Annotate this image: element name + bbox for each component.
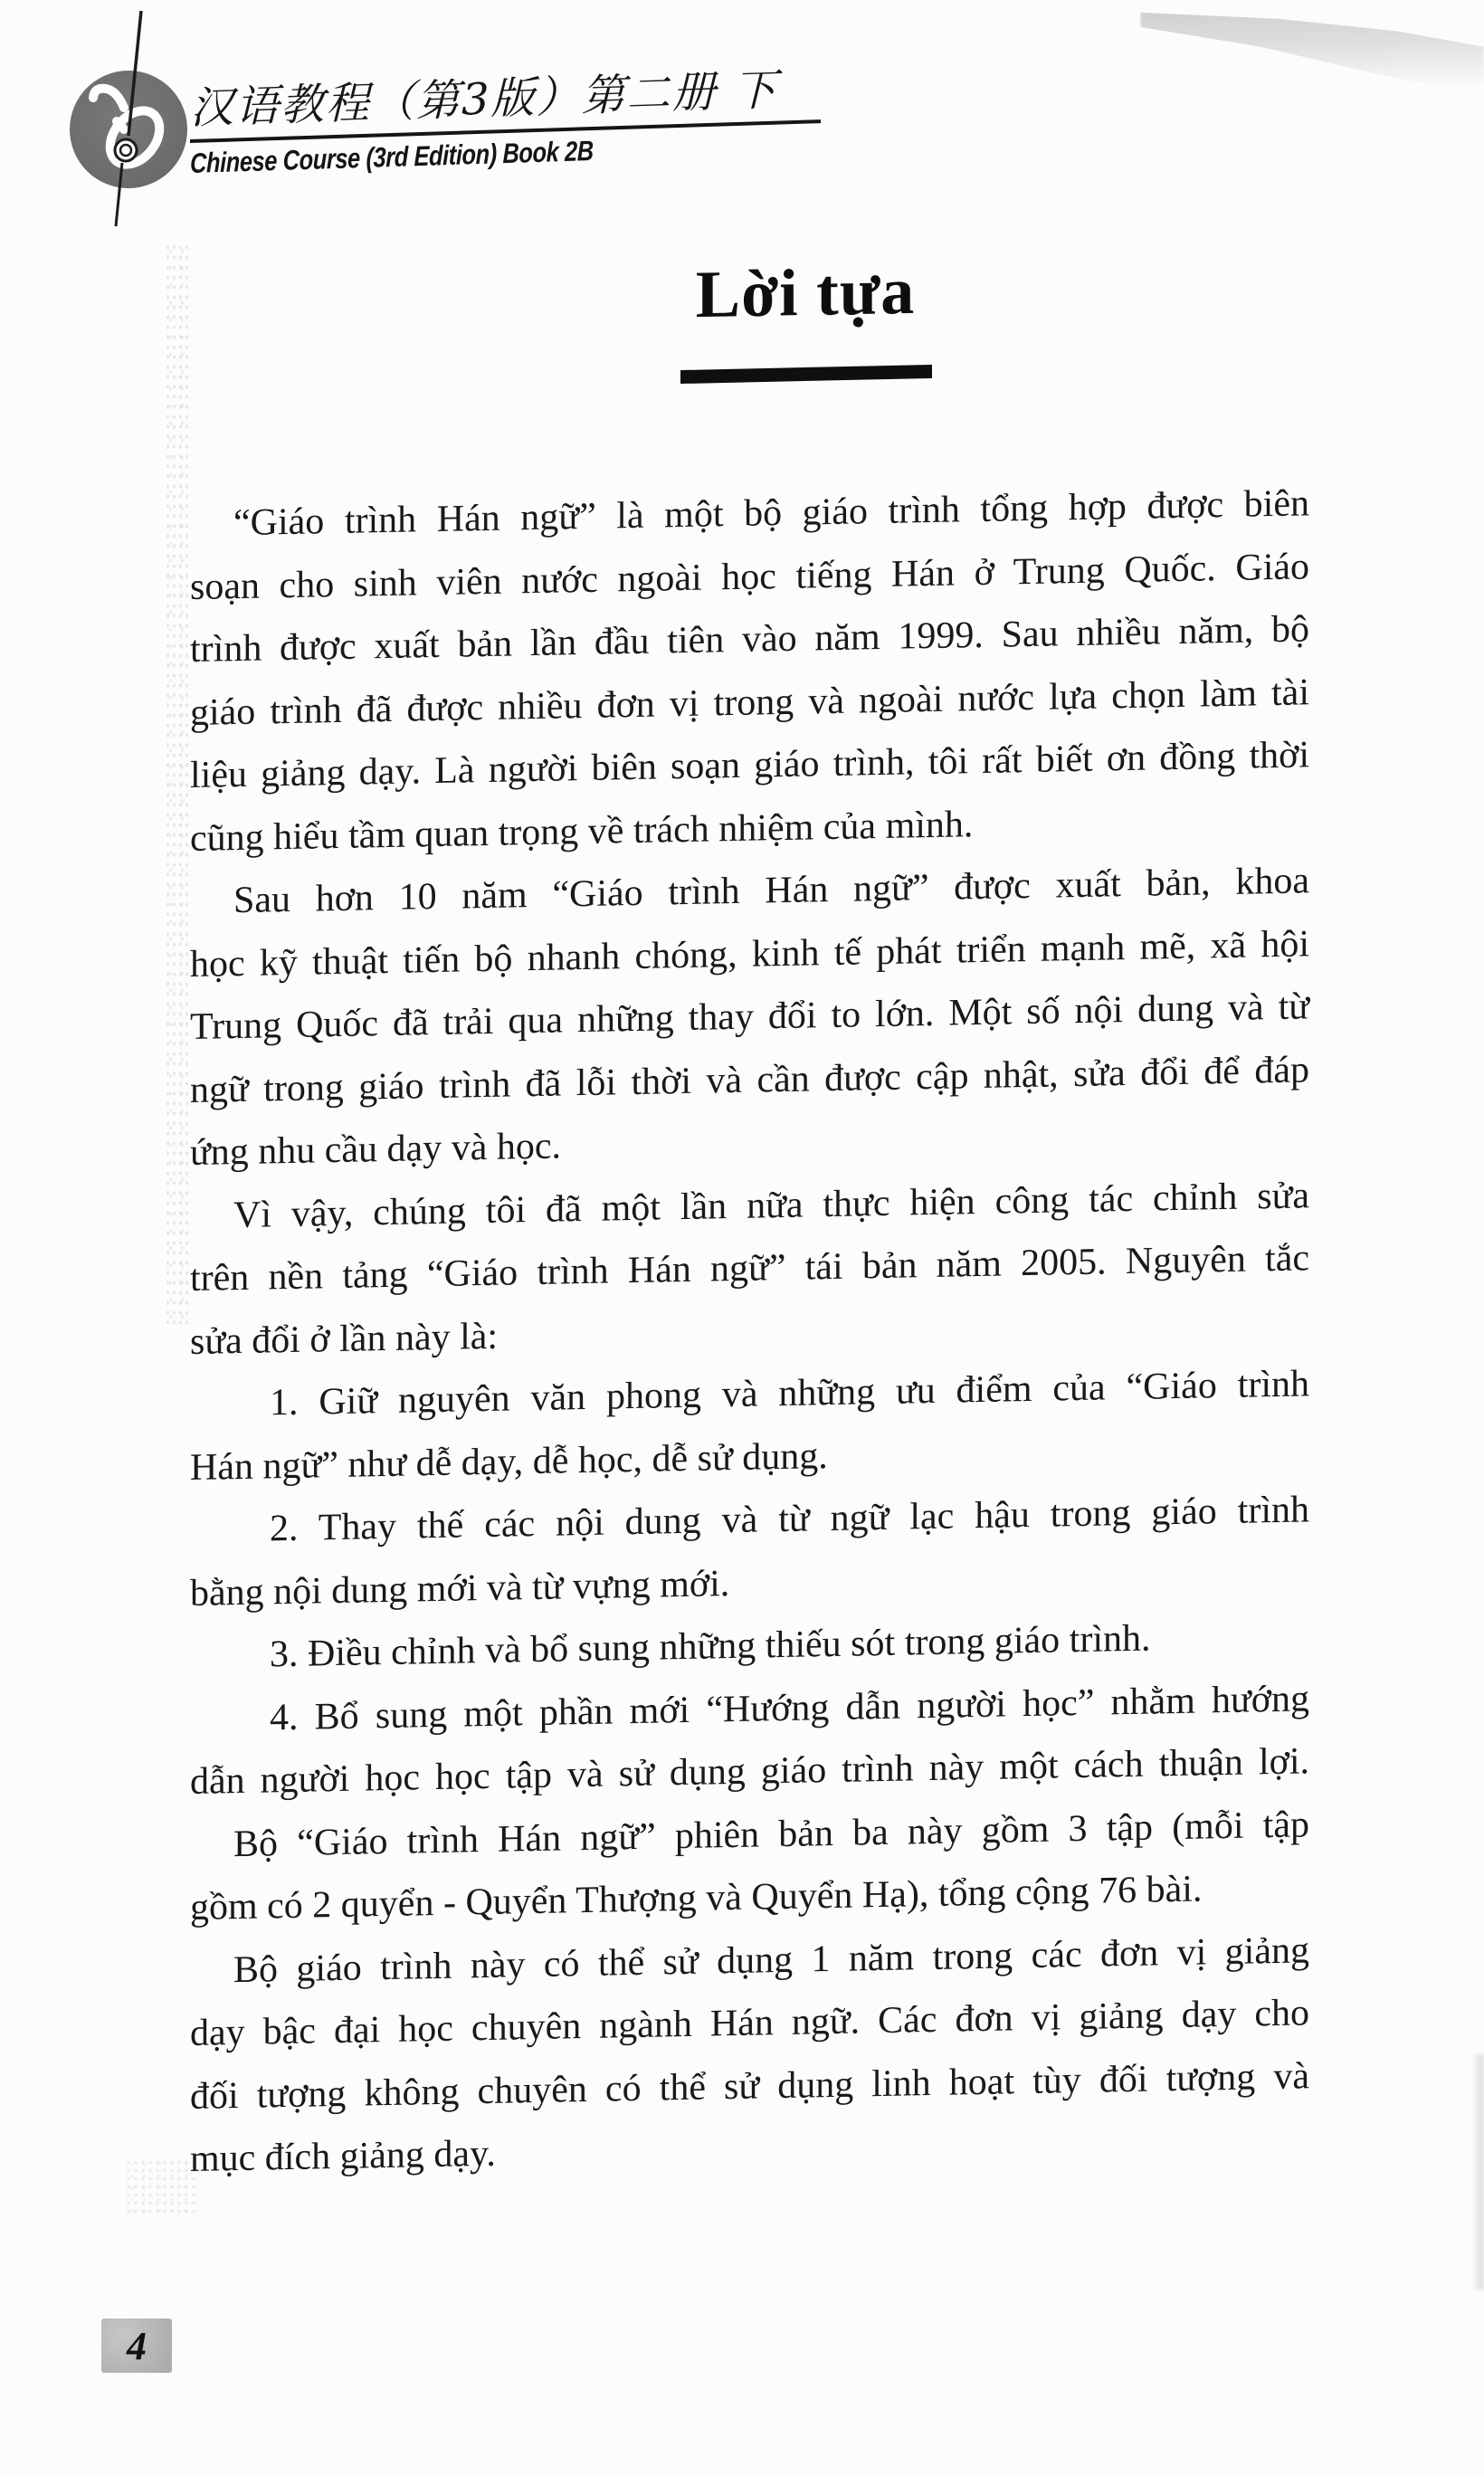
book-title-english: Chinese Course (3rd Edition) Book 2B <box>190 134 594 179</box>
page-number-box <box>101 2319 172 2373</box>
body-line: mục đích giảng dạy. <box>190 2132 496 2180</box>
body-line: dạy bậc đại học chuyên ngành Hán ngữ. Các đơn vị giảng dạy cho <box>190 1992 1309 2054</box>
body-line: trình được xuất bản lần đầu tiên vào năm 1999. Sau nhiều năm, bộ <box>190 608 1309 671</box>
scan-edge-shadow <box>1471 2054 1484 2290</box>
body-line: trên nền tảng “Giáo trình Hán ngữ” tái bản năm 2005. Nguyên tắc <box>190 1237 1309 1300</box>
body-line: ứng nhu cầu dạy và học. <box>190 1125 561 1174</box>
body-line: Sau hơn 10 năm “Giáo trình Hán ngữ” được xuất bản, khoa <box>233 860 1309 922</box>
body-line: sửa đổi ở lần này là: <box>190 1315 499 1363</box>
body-line: gồm có 2 quyển - Quyển Thượng và Quyển Hạ), tổng cộng 76 bài. <box>190 1868 1203 1928</box>
body-line: Vì vậy, chúng tôi đã một lần nữa thực hiện công tác chỉnh sửa <box>233 1174 1309 1236</box>
book-header <box>190 62 878 181</box>
body-line: đối tượng không chuyên có thể sử dụng linh hoạt tùy đối tượng và <box>190 2054 1309 2118</box>
body-line: cũng hiểu tầm quan trọng về trách nhiệm của mình. <box>190 803 974 860</box>
page-title: Lời tựa <box>695 253 916 333</box>
body-line: học kỹ thuật tiến bộ nhanh chóng, kinh tế phát triển mạnh mẽ, xã hội <box>190 922 1309 986</box>
page-number: 4 <box>127 2323 147 2368</box>
scan-noise-marks <box>125 2158 197 2218</box>
body-line: Bộ “Giáo trình Hán ngữ” phiên bản ba này gồm 3 tập (mỗi tập <box>233 1803 1309 1865</box>
body-line: soạn cho sinh viên nước ngoài học tiếng Hán ở Trung Quốc. Giáo <box>190 545 1309 608</box>
body-line: “Giáo trình Hán ngữ” là một bộ giáo trình tổng hợp được biên <box>233 482 1309 545</box>
body-line: 4. Bổ sung một phần mới “Hướng dẫn người học” nhằm hướng <box>270 1677 1309 1738</box>
body-line: giáo trình đã được nhiều đơn vị trong và ngoài nước lựa chọn làm tài <box>190 671 1309 734</box>
body-line: Bộ giáo trình này có thể sử dụng 1 năm trong các đơn vị giảng <box>233 1928 1309 1991</box>
title-underline <box>680 365 932 384</box>
body-line: liệu giảng dạy. Là người biên soạn giáo trình, tôi rất biết ơn đồng thời <box>190 734 1309 796</box>
body-line: dẫn người học học tập và sử dụng giáo trình này một cách thuận lợi. <box>190 1740 1309 1803</box>
body-line: Hán ngữ” như dễ dạy, dễ học, dễ sử dụng. <box>190 1434 828 1489</box>
body-line: 2. Thay thế các nội dung và từ ngữ lạc hậu trong giáo trình <box>270 1489 1309 1550</box>
body-line: ngữ trong giáo trình đã lỗi thời và cần được cập nhật, sửa đổi để đáp <box>190 1048 1309 1111</box>
body-text <box>190 472 1309 2191</box>
body-line: 1. Giữ nguyên văn phong và những ưu điểm của “Giáo trình <box>270 1363 1309 1424</box>
book-title-chinese: 汉语教程（第3版）第二册 下 <box>190 64 778 134</box>
scan-noise-strip <box>165 243 190 1324</box>
body-line: 3. Điều chỉnh và bổ sung những thiếu sót trong giáo trình. <box>270 1617 1151 1676</box>
body-line: Trung Quốc đã trải qua những thay đổi to lớn. Một số nội dung và từ <box>190 986 1309 1048</box>
scan-smudge <box>1140 0 1484 104</box>
body-line: bằng nội dung mới và từ vựng mới. <box>190 1562 730 1614</box>
